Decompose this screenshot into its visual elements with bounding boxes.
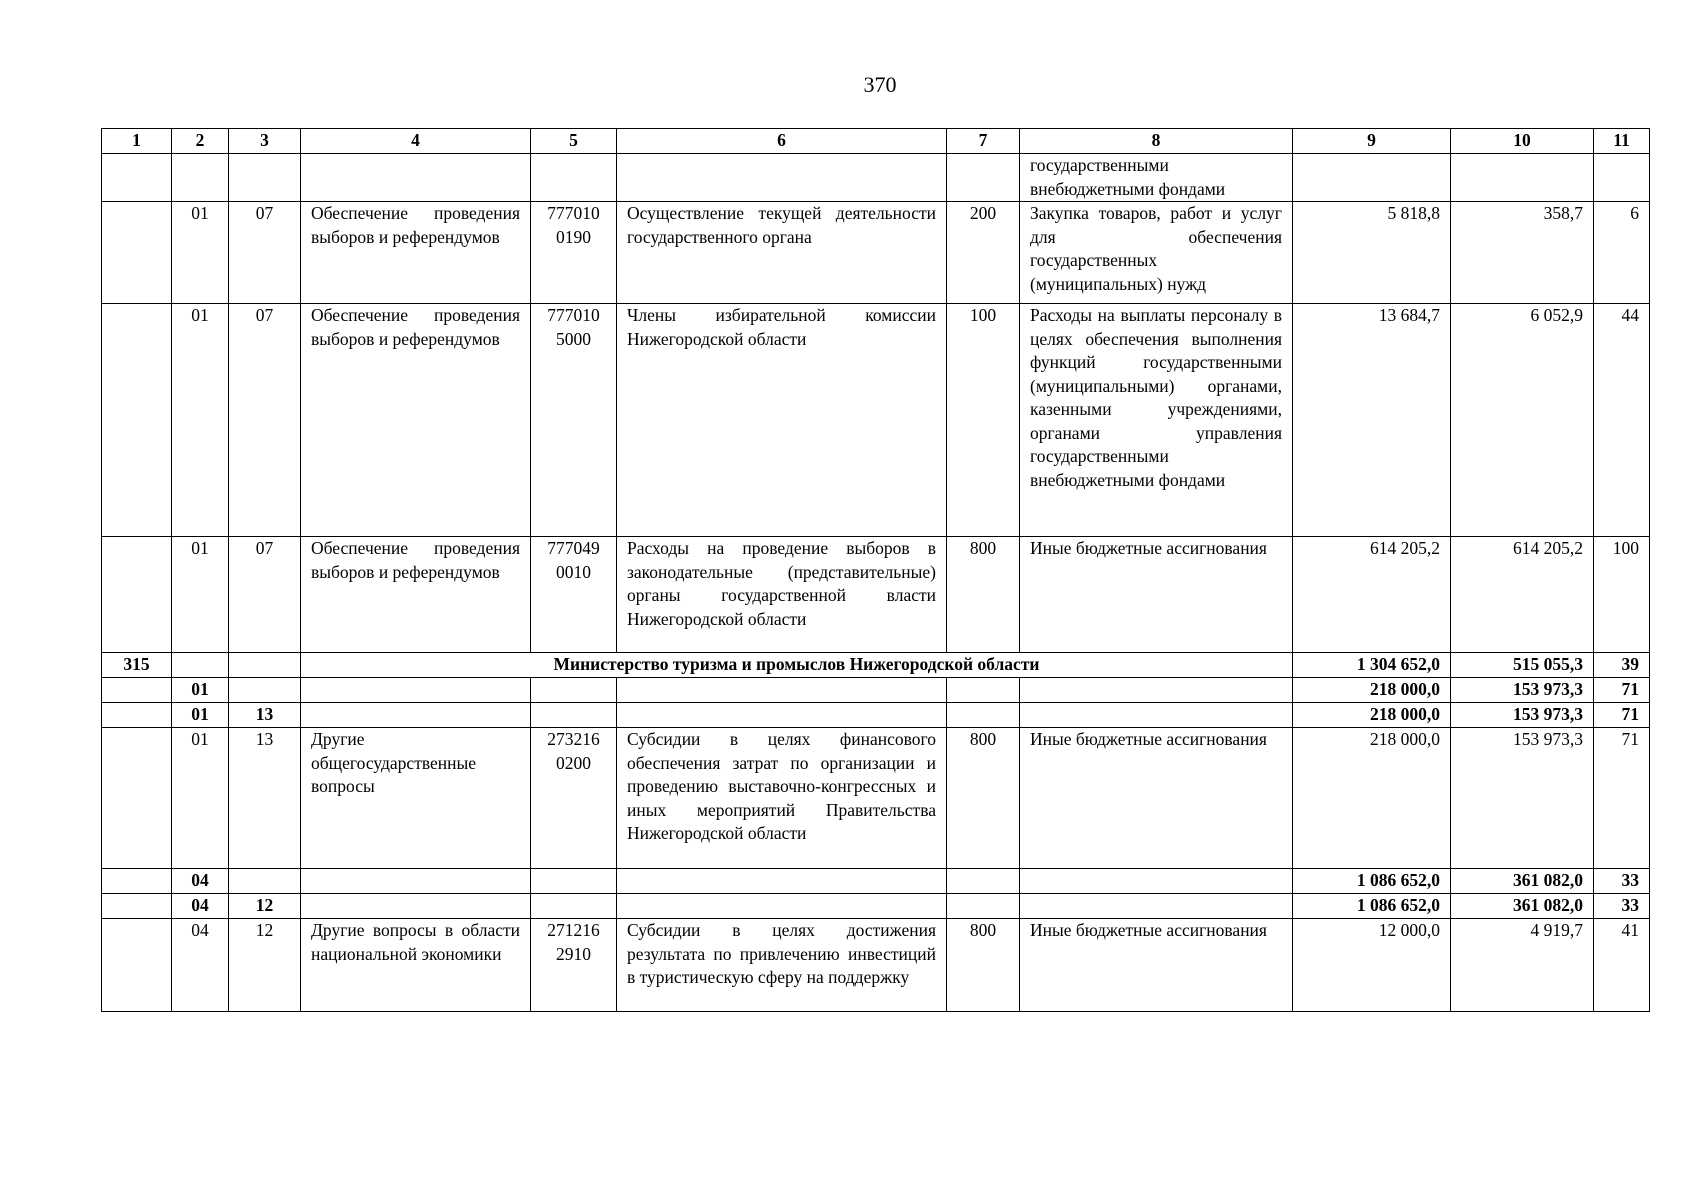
expense-type-cell: Иные бюджетные ассигнования	[1020, 728, 1293, 869]
percent-cell: 44	[1594, 304, 1650, 537]
table-row	[102, 728, 1650, 869]
actual-amount-cell: 4 919,7	[1451, 919, 1594, 1012]
subsection-code-cell: 07	[229, 304, 301, 537]
actual-amount-cell: 153 973,3	[1451, 703, 1594, 728]
expense-code-cell: 800	[947, 537, 1020, 653]
percent-cell: 33	[1594, 869, 1650, 894]
target-article-cell: 777049 0010	[531, 537, 617, 653]
section-name-cell: Обеспечение проведения выборов и референдумов	[301, 537, 531, 653]
col-header-8: 8	[1020, 129, 1293, 154]
expense-type-cell: Расходы на выплаты персоналу в целях обеспечения выполнения функций государственными (муниципальными) органами, казенными учреждениями, органами управления государственными внебюджетными фондами	[1020, 304, 1293, 537]
section-code-cell: 01	[172, 728, 229, 869]
subsection-total-row	[102, 894, 1650, 919]
budget-table	[101, 128, 1650, 1012]
page-number: 370	[863, 72, 897, 97]
expense-code-cell: 800	[947, 919, 1020, 1012]
actual-amount-cell: 614 205,2	[1451, 537, 1594, 653]
article-name-cell: Осуществление текущей деятельности государственного органа	[617, 202, 947, 304]
expense-code-cell: 200	[947, 202, 1020, 304]
col-header-10: 10	[1451, 129, 1594, 154]
section-code-cell: 04	[172, 894, 229, 919]
target-article-cell: 271216 2910	[531, 919, 617, 1012]
section-name-cell: Обеспечение проведения выборов и референдумов	[301, 202, 531, 304]
section-code-cell: 04	[172, 919, 229, 1012]
target-article-cell: 777010 5000	[531, 304, 617, 537]
col-header-7: 7	[947, 129, 1020, 154]
percent-cell: 6	[1594, 202, 1650, 304]
col-header-6: 6	[617, 129, 947, 154]
actual-amount-cell: 515 055,3	[1451, 653, 1594, 678]
expense-type-cell: государственными внебюджетными фондами	[1020, 154, 1293, 202]
plan-amount-cell: 1 086 652,0	[1293, 869, 1451, 894]
section-total-row	[102, 678, 1650, 703]
percent-cell: 71	[1594, 703, 1650, 728]
section-code-cell: 04	[172, 869, 229, 894]
section-code-cell: 01	[172, 703, 229, 728]
col-header-11: 11	[1594, 129, 1650, 154]
expense-type-cell: Закупка товаров, работ и услуг для обеспечения государственных (муниципальных) нужд	[1020, 202, 1293, 304]
col-header-1: 1	[102, 129, 172, 154]
actual-amount-cell: 358,7	[1451, 202, 1594, 304]
table-row	[102, 304, 1650, 537]
article-name-cell: Расходы на проведение выборов в законодательные (представительные) органы государственной власти Нижегородской области	[617, 537, 947, 653]
plan-amount-cell: 1 086 652,0	[1293, 894, 1451, 919]
section-total-row	[102, 869, 1650, 894]
col-header-5: 5	[531, 129, 617, 154]
table-row	[102, 537, 1650, 653]
percent-cell: 71	[1594, 678, 1650, 703]
col-header-9: 9	[1293, 129, 1451, 154]
table-row	[102, 919, 1650, 1012]
subsection-code-cell: 07	[229, 537, 301, 653]
plan-amount-cell: 5 818,8	[1293, 202, 1451, 304]
actual-amount-cell: 6 052,9	[1451, 304, 1594, 537]
plan-amount-cell: 614 205,2	[1293, 537, 1451, 653]
table-row	[102, 154, 1650, 202]
plan-amount-cell: 218 000,0	[1293, 678, 1451, 703]
actual-amount-cell: 153 973,3	[1451, 678, 1594, 703]
percent-cell: 41	[1594, 919, 1650, 1012]
ministry-code-cell: 315	[102, 653, 172, 678]
expense-type-cell: Иные бюджетные ассигнования	[1020, 919, 1293, 1012]
percent-cell: 39	[1594, 653, 1650, 678]
subsection-code-cell: 12	[229, 919, 301, 1012]
percent-cell: 33	[1594, 894, 1650, 919]
target-article-cell: 777010 0190	[531, 202, 617, 304]
table-row	[102, 202, 1650, 304]
subsection-code-cell: 13	[229, 703, 301, 728]
article-name-cell: Субсидии в целях финансового обеспечения затрат по организации и проведению выставочно-конгрессных и иных мероприятий Правительства Нижегородской области	[617, 728, 947, 869]
article-name-cell: Субсидии в целях достижения результата по привлечению инвестиций в туристическую сферу на поддержку	[617, 919, 947, 1012]
col-header-4: 4	[301, 129, 531, 154]
percent-cell: 71	[1594, 728, 1650, 869]
section-name-cell: Обеспечение проведения выборов и референдумов	[301, 304, 531, 537]
section-name-cell: Другие общегосударственные вопросы	[301, 728, 531, 869]
section-code-cell: 01	[172, 537, 229, 653]
plan-amount-cell: 218 000,0	[1293, 703, 1451, 728]
plan-amount-cell: 1 304 652,0	[1293, 653, 1451, 678]
actual-amount-cell: 361 082,0	[1451, 894, 1594, 919]
section-code-cell: 01	[172, 202, 229, 304]
actual-amount-cell: 361 082,0	[1451, 869, 1594, 894]
col-header-3: 3	[229, 129, 301, 154]
ministry-name-cell: Министерство туризма и промыслов Нижегородской области	[301, 653, 1293, 678]
expense-code-cell: 800	[947, 728, 1020, 869]
subsection-total-row	[102, 703, 1650, 728]
subsection-code-cell: 07	[229, 202, 301, 304]
percent-cell: 100	[1594, 537, 1650, 653]
header-row	[102, 129, 1650, 154]
subsection-code-cell: 12	[229, 894, 301, 919]
actual-amount-cell: 153 973,3	[1451, 728, 1594, 869]
plan-amount-cell: 12 000,0	[1293, 919, 1451, 1012]
col-header-2: 2	[172, 129, 229, 154]
target-article-cell: 273216 0200	[531, 728, 617, 869]
section-code-cell: 01	[172, 304, 229, 537]
ministry-row	[102, 653, 1650, 678]
section-name-cell: Другие вопросы в области национальной экономики	[301, 919, 531, 1012]
plan-amount-cell: 13 684,7	[1293, 304, 1451, 537]
plan-amount-cell: 218 000,0	[1293, 728, 1451, 869]
subsection-code-cell: 13	[229, 728, 301, 869]
expense-code-cell: 100	[947, 304, 1020, 537]
section-code-cell: 01	[172, 678, 229, 703]
expense-type-cell: Иные бюджетные ассигнования	[1020, 537, 1293, 653]
article-name-cell: Члены избирательной комиссии Нижегородской области	[617, 304, 947, 537]
